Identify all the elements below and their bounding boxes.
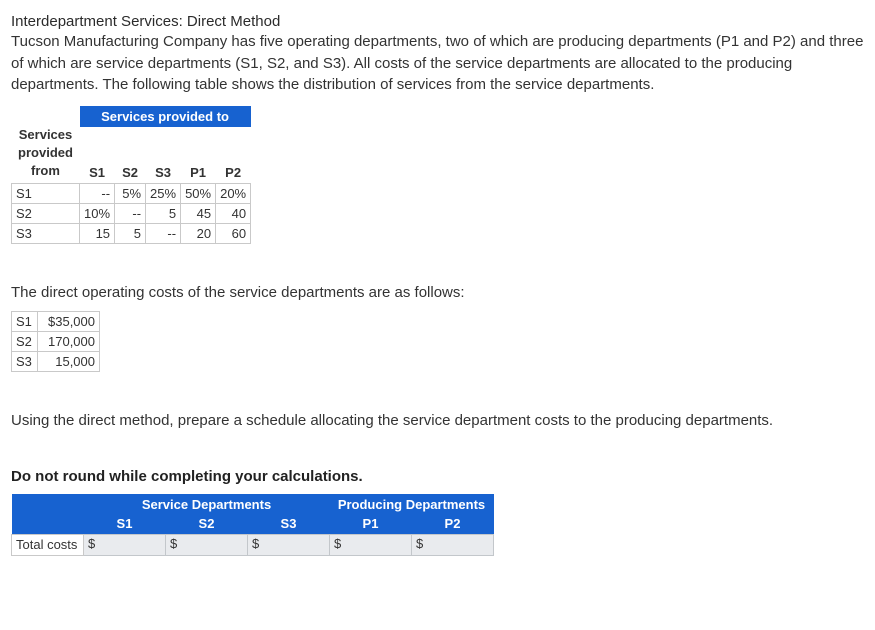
total-costs-row: [12, 534, 494, 555]
total-costs-input-p2[interactable]: [426, 538, 486, 553]
dist-cell: 5: [115, 224, 146, 244]
dist-col-header-p1: P1: [190, 165, 207, 180]
corner-header-line-3: from: [31, 163, 60, 178]
total-costs-input-s3[interactable]: [262, 538, 322, 553]
costs-table: [11, 311, 100, 372]
total-costs-input-p1[interactable]: [344, 538, 404, 553]
page-title: Interdepartment Services: Direct Method: [11, 13, 281, 30]
alloc-column-header-row: [12, 514, 494, 534]
total-costs-input-s2[interactable]: [180, 538, 240, 553]
dist-row-label: S2: [12, 204, 80, 224]
distribution-table: [11, 106, 251, 245]
services-provided-to-banner: Services provided to: [80, 106, 251, 127]
dist-row-s2: [12, 204, 251, 224]
dist-col-header-p2: P2: [225, 165, 242, 180]
dist-cell: --: [115, 204, 146, 224]
alloc-col-header-s3: S3: [248, 514, 330, 534]
dist-col-header-s1: S1: [89, 165, 105, 180]
header-spacer: [12, 514, 84, 534]
dist-cell: 45: [181, 204, 216, 224]
dist-cell: 60: [216, 224, 251, 244]
dist-cell: 15: [80, 224, 115, 244]
dist-col-header-s3: S3: [155, 165, 171, 180]
alloc-col-header-p2: P2: [412, 514, 494, 534]
corner-header-line-2: provided: [18, 145, 73, 160]
dist-row-label: S3: [12, 224, 80, 244]
instruction-text: Using the direct method, prepare a schedule allocating the service department costs to the producing departments.: [11, 412, 774, 429]
dollar-sign: $: [88, 536, 96, 552]
alloc-col-header-s2: S2: [166, 514, 248, 534]
services-provided-from-header: [12, 106, 80, 184]
dist-cell: 25%: [146, 184, 181, 204]
dist-row-s3: [12, 224, 251, 244]
dollar-sign: $: [170, 536, 178, 552]
alloc-group-header-row: [12, 494, 494, 514]
dist-cell: 40: [216, 204, 251, 224]
costs-row-label: S3: [12, 352, 38, 372]
costs-row-s1: [12, 312, 100, 332]
total-costs-cell-s1: [84, 534, 166, 555]
dist-cell: --: [146, 224, 181, 244]
costs-row-label: S1: [12, 312, 38, 332]
total-costs-cell-s3: [248, 534, 330, 555]
alloc-col-header-s1: S1: [84, 514, 166, 534]
total-costs-input-s1[interactable]: [98, 538, 158, 553]
costs-row-s2: [12, 332, 100, 352]
dist-cell: 5: [146, 204, 181, 224]
dist-header-row-1: [12, 106, 251, 127]
dist-cell: 50%: [181, 184, 216, 204]
costs-row-s3: [12, 352, 100, 372]
costs-row-value: $35,000: [38, 312, 100, 332]
dollar-sign: $: [334, 536, 342, 552]
dist-col-header-s2: S2: [122, 165, 138, 180]
costs-intro-text: The direct operating costs of the service departments are as follows:: [11, 284, 465, 301]
dist-row-label: S1: [12, 184, 80, 204]
dollar-sign: $: [416, 536, 424, 552]
total-costs-cell-p2: [412, 534, 494, 555]
dist-cell: 20%: [216, 184, 251, 204]
corner-header-line-1: Services: [18, 127, 73, 142]
total-costs-cell-p1: [330, 534, 412, 555]
alloc-col-header-p1: P1: [330, 514, 412, 534]
dist-cell: 10%: [80, 204, 115, 224]
dist-cell: --: [80, 184, 115, 204]
total-costs-label: Total costs: [12, 534, 84, 555]
costs-row-value: 15,000: [38, 352, 100, 372]
dist-cell: 5%: [115, 184, 146, 204]
dist-cell: 20: [181, 224, 216, 244]
service-departments-header: Service Departments: [84, 494, 330, 514]
costs-row-value: 170,000: [38, 332, 100, 352]
dist-row-s1: [12, 184, 251, 204]
total-costs-cell-s2: [166, 534, 248, 555]
header-spacer: [12, 494, 84, 514]
problem-intro: Tucson Manufacturing Company has five operating departments, two of which are producing departments (P1 and P2) and three of which are service departments (S1, S2, and S3). All costs of the service departments are allocated to the producing departments. The following table shows the distribution of services from the service departments.: [11, 33, 864, 93]
costs-row-label: S2: [12, 332, 38, 352]
allocation-table: [11, 494, 494, 556]
producing-departments-header: Producing Departments: [330, 494, 494, 514]
dollar-sign: $: [252, 536, 260, 552]
no-round-note: Do not round while completing your calculations.: [11, 468, 363, 485]
